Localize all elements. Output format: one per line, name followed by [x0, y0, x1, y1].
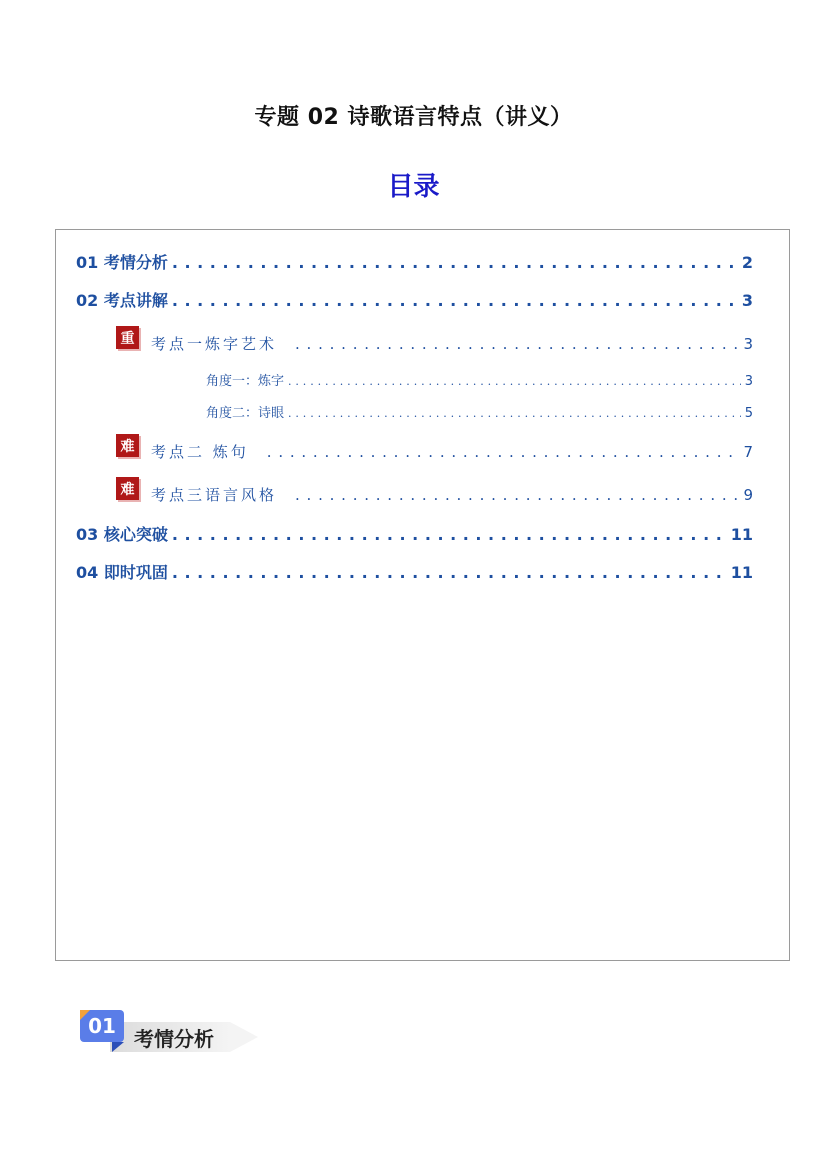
banner-stripe-tip: [230, 1022, 258, 1052]
toc-leader-dots: [295, 335, 739, 353]
toc-entry-label: 03 核心突破: [76, 525, 168, 544]
toc-heading: 目录: [387, 172, 440, 202]
toc-page-number: 3: [743, 335, 753, 353]
toc-entry-core-breakthrough[interactable]: [76, 522, 753, 545]
toc-entry-word-refining[interactable]: [151, 333, 753, 354]
section-number: 01: [80, 1010, 124, 1042]
toc-page-number: 3: [744, 374, 753, 389]
section-banner: [80, 1010, 260, 1054]
toc-entry-angle-one[interactable]: [206, 370, 753, 389]
toc-entry-label: 02 考点讲解: [76, 291, 168, 310]
banner-corner-accent: [80, 1010, 90, 1020]
section-title: 考情分析: [134, 1027, 214, 1051]
toc-page-number: 2: [741, 253, 753, 272]
toc-leader-dots: [288, 407, 741, 420]
toc-entry-angle-two[interactable]: [206, 402, 753, 421]
toc-page-number: 3: [741, 291, 753, 310]
toc-entry-language-style[interactable]: [151, 484, 753, 505]
toc-page-number: 5: [744, 406, 753, 421]
toc-entry-label: 考点一炼字艺术: [151, 335, 278, 353]
toc-leader-dots: [172, 291, 738, 310]
toc-page-number: 11: [730, 563, 753, 582]
toc-leader-dots: [295, 486, 739, 504]
toc-entry-label: 角度二：诗眼: [206, 406, 285, 421]
toc-leader-dots: [172, 563, 727, 582]
toc-entry-label: 角度一：炼字: [206, 374, 285, 389]
document-title: 专题 02 诗歌语言特点（讲义）: [254, 105, 573, 130]
toc-leader-dots: [267, 443, 740, 461]
banner-tail-accent: [112, 1042, 124, 1052]
important-badge: 重: [116, 326, 139, 349]
toc-entry-label: 考点二 炼句: [151, 443, 249, 461]
difficult-badge: 难: [116, 434, 139, 457]
toc-entry-instant-consolidation[interactable]: [76, 560, 753, 583]
toc-page-number: 7: [743, 443, 753, 461]
toc-page-number: 11: [730, 525, 753, 544]
toc-leader-dots: [288, 375, 741, 388]
toc-entry-sentence-refining[interactable]: [151, 441, 753, 462]
table-of-contents: [55, 229, 790, 961]
toc-entry-label: 01 考情分析: [76, 253, 168, 272]
toc-entry-label: 04 即时巩固: [76, 563, 168, 582]
toc-leader-dots: [172, 525, 727, 544]
toc-entry-label: 考点三语言风格: [151, 486, 278, 504]
toc-leader-dots: [172, 253, 738, 272]
toc-entry-key-points[interactable]: [76, 288, 753, 311]
difficult-badge: 难: [116, 477, 139, 500]
toc-entry-exam-analysis[interactable]: [76, 250, 753, 273]
toc-page-number: 9: [743, 486, 753, 504]
